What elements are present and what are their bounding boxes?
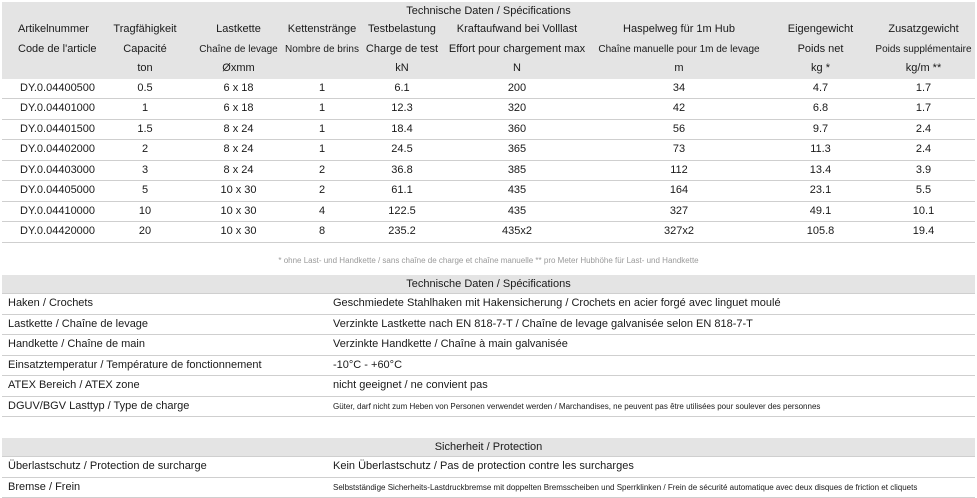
unit: kg/m ** xyxy=(872,59,975,79)
table-cell: 24.5 xyxy=(359,140,445,161)
table-cell: 327 xyxy=(589,201,769,222)
table-cell: 1.7 xyxy=(872,99,975,120)
table-cell: 235.2 xyxy=(359,222,445,243)
table-cell: DY.0.04420000 xyxy=(2,222,98,243)
table-cell: 2.4 xyxy=(872,119,975,140)
col-header: Zusatzgewicht xyxy=(872,20,975,40)
table-cell: 5.5 xyxy=(872,181,975,202)
table-cell: 11.3 xyxy=(769,140,872,161)
table-row xyxy=(2,119,975,140)
spec-key: DGUV/BGV Lasttyp / Type de charge xyxy=(2,396,331,417)
table-cell: 2 xyxy=(285,181,359,202)
table-cell: 6.1 xyxy=(359,79,445,99)
table-row xyxy=(2,181,975,202)
table-cell: DY.0.04403000 xyxy=(2,160,98,181)
table-cell: 200 xyxy=(445,79,589,99)
table-cell: 1 xyxy=(285,99,359,120)
spec-key: Überlastschutz / Protection de surcharge xyxy=(2,457,331,478)
table-row xyxy=(2,222,975,243)
table-cell: 435x2 xyxy=(445,222,589,243)
table-cell: 2 xyxy=(98,140,192,161)
spec-row xyxy=(2,294,975,315)
col-header: Capacité xyxy=(98,40,192,60)
table-cell: 1.5 xyxy=(98,119,192,140)
spec-table xyxy=(2,293,975,417)
spec-row xyxy=(2,376,975,397)
table-cell: 8 xyxy=(285,222,359,243)
spec-key: Einsatztemperatur / Température de fonctionnement xyxy=(2,355,331,376)
table-cell: 112 xyxy=(589,160,769,181)
unit xyxy=(285,59,359,79)
tech-title: Technische Daten / Spécifications xyxy=(2,2,975,20)
table-cell: 1 xyxy=(285,79,359,99)
table-cell: 9.7 xyxy=(769,119,872,140)
table-cell: 2.4 xyxy=(872,140,975,161)
table-row xyxy=(2,140,975,161)
table-cell: 42 xyxy=(589,99,769,120)
table-cell: 20 xyxy=(98,222,192,243)
table-row xyxy=(2,99,975,120)
col-header: Poids net xyxy=(769,40,872,60)
col-header: Kraftaufwand bei Volllast xyxy=(445,20,589,40)
col-header: Poids supplémentaire xyxy=(872,40,975,60)
table-cell: 23.1 xyxy=(769,181,872,202)
table-row xyxy=(2,201,975,222)
col-header: Chaîne de levage xyxy=(192,40,285,60)
spec-row xyxy=(2,477,975,498)
header-row-de xyxy=(2,20,975,40)
table-cell: 320 xyxy=(445,99,589,120)
col-header: Effort pour chargement max xyxy=(445,40,589,60)
table-cell: 13.4 xyxy=(769,160,872,181)
spec-value: Selbstständige Sicherheits-Lastdruckbremse mit doppelten Bremsscheiben und Sperrklinken / Frein de sécurité automatique avec deux disques de friction et cliquets xyxy=(331,477,975,498)
spec-key: Lastkette / Chaîne de levage xyxy=(2,314,331,335)
table-cell: 4.7 xyxy=(769,79,872,99)
table-cell: 8 x 24 xyxy=(192,140,285,161)
table-cell: 1 xyxy=(285,119,359,140)
table-cell: 56 xyxy=(589,119,769,140)
unit: kN xyxy=(359,59,445,79)
table-cell: 6 x 18 xyxy=(192,99,285,120)
table-cell: DY.0.04401000 xyxy=(2,99,98,120)
spec-value: Verzinkte Lastkette nach EN 818-7-T / Chaîne de levage galvanisée selon EN 818-7-T xyxy=(331,314,975,335)
table-cell: 12.3 xyxy=(359,99,445,120)
col-header: Artikelnummer xyxy=(2,20,98,40)
table-cell: 6.8 xyxy=(769,99,872,120)
tech-data-table xyxy=(2,20,975,243)
col-header: Code de l'article xyxy=(2,40,98,60)
table-cell: 385 xyxy=(445,160,589,181)
table-cell: 327x2 xyxy=(589,222,769,243)
table-cell: 34 xyxy=(589,79,769,99)
table-cell: DY.0.04405000 xyxy=(2,181,98,202)
col-header: Charge de test xyxy=(359,40,445,60)
table-cell: 1 xyxy=(285,140,359,161)
safety-title: Sicherheit / Protection xyxy=(2,438,975,456)
table-cell: 3 xyxy=(98,160,192,181)
col-header: Haspelweg für 1m Hub xyxy=(589,20,769,40)
spec-value: Verzinkte Handkette / Chaîne à main galvanisée xyxy=(331,335,975,356)
spec-value: nicht geeignet / ne convient pas xyxy=(331,376,975,397)
col-header: Lastkette xyxy=(192,20,285,40)
table-cell: 10 x 30 xyxy=(192,201,285,222)
spec-value: -10°C - +60°C xyxy=(331,355,975,376)
col-header: Tragfähigkeit xyxy=(98,20,192,40)
spec-value: Kein Überlastschutz / Pas de protection contre les surcharges xyxy=(331,457,975,478)
footnote: * ohne Last- und Handkette / sans chaîne de charge et chaîne manuelle ** pro Meter Hubhöhe für Last- und Handkette xyxy=(278,256,699,265)
table-cell: 10.1 xyxy=(872,201,975,222)
spec-key: Handkette / Chaîne de main xyxy=(2,335,331,356)
unit: Øxmm xyxy=(192,59,285,79)
table-cell: DY.0.04402000 xyxy=(2,140,98,161)
col-header: Testbelastung xyxy=(359,20,445,40)
unit: N xyxy=(445,59,589,79)
table-cell: DY.0.04401500 xyxy=(2,119,98,140)
table-cell: 435 xyxy=(445,201,589,222)
spec-row xyxy=(2,335,975,356)
unit xyxy=(2,59,98,79)
table-cell: 435 xyxy=(445,181,589,202)
table-cell: 19.4 xyxy=(872,222,975,243)
table-cell: 3.9 xyxy=(872,160,975,181)
table-cell: 0.5 xyxy=(98,79,192,99)
table-cell: 10 x 30 xyxy=(192,222,285,243)
table-cell: 73 xyxy=(589,140,769,161)
table-cell: 164 xyxy=(589,181,769,202)
table-cell: 10 xyxy=(98,201,192,222)
spec-value: Güter, darf nicht zum Heben von Personen verwendet werden / Marchandises, ne peuvent pas être utilisées pour soulever des personnes xyxy=(331,396,975,417)
table-cell: DY.0.04400500 xyxy=(2,79,98,99)
col-header: Kettenstränge xyxy=(285,20,359,40)
table-cell: 5 xyxy=(98,181,192,202)
col-header: Eigengewicht xyxy=(769,20,872,40)
table-cell: 1 xyxy=(98,99,192,120)
units-row xyxy=(2,59,975,79)
table-cell: 2 xyxy=(285,160,359,181)
safety-table xyxy=(2,456,975,498)
spec-title: Technische Daten / Spécifications xyxy=(2,275,975,293)
col-header: Nombre de brins xyxy=(285,40,359,60)
data-rows xyxy=(2,79,975,243)
table-cell: 122.5 xyxy=(359,201,445,222)
table-row xyxy=(2,160,975,181)
table-cell: 365 xyxy=(445,140,589,161)
table-cell: 1.7 xyxy=(872,79,975,99)
unit: ton xyxy=(98,59,192,79)
spec-row xyxy=(2,396,975,417)
table-cell: DY.0.04410000 xyxy=(2,201,98,222)
table-cell: 10 x 30 xyxy=(192,181,285,202)
table-cell: 36.8 xyxy=(359,160,445,181)
spec-row xyxy=(2,355,975,376)
unit: m xyxy=(589,59,769,79)
table-cell: 8 x 24 xyxy=(192,119,285,140)
table-cell: 8 x 24 xyxy=(192,160,285,181)
table-cell: 49.1 xyxy=(769,201,872,222)
table-cell: 105.8 xyxy=(769,222,872,243)
spec-key: ATEX Bereich / ATEX zone xyxy=(2,376,331,397)
table-cell: 360 xyxy=(445,119,589,140)
table-row xyxy=(2,79,975,99)
unit: kg * xyxy=(769,59,872,79)
col-header: Chaîne manuelle pour 1m de levage xyxy=(589,40,769,60)
table-cell: 4 xyxy=(285,201,359,222)
table-cell: 61.1 xyxy=(359,181,445,202)
spec-key: Bremse / Frein xyxy=(2,477,331,498)
table-cell: 6 x 18 xyxy=(192,79,285,99)
spec-value: Geschmiedete Stahlhaken mit Hakensicherung / Crochets en acier forgé avec linguet moulé xyxy=(331,294,975,315)
spec-row xyxy=(2,457,975,478)
table-cell: 18.4 xyxy=(359,119,445,140)
header-row-fr xyxy=(2,40,975,60)
spec-key: Haken / Crochets xyxy=(2,294,331,315)
spec-row xyxy=(2,314,975,335)
